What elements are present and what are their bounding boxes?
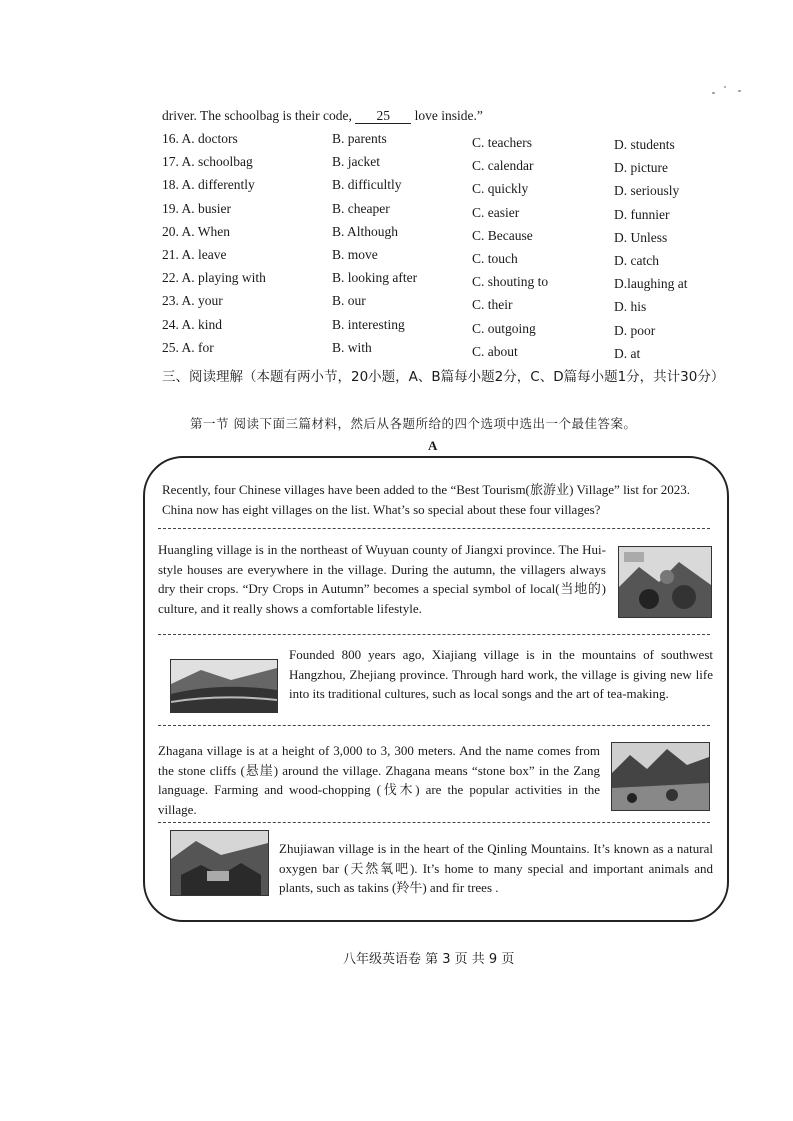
- divider: [158, 528, 710, 529]
- question-20-option-b: B. Although: [332, 223, 399, 239]
- question-23-option-a: 23. A. your: [162, 293, 223, 309]
- question-24-option-d: D. poor: [614, 322, 656, 338]
- question-20-option-c: C. Because: [472, 227, 533, 243]
- question-25-option-d: D. at: [614, 345, 641, 361]
- question-18-option-d: D. seriously: [614, 183, 680, 199]
- question-18-option-b: B. difficultly: [332, 177, 402, 193]
- xiajiang-paragraph: Founded 800 years ago, Xiajiang village is in the mountains of southwest Hangzhou, Zhejiang province. Through hard work, the village is giving new life into its traditional cultures, such as local songs and the art of tea-making.: [289, 647, 713, 701]
- question-17-option-b: B. jacket: [332, 154, 380, 170]
- question-20-option-a: 20. A. When: [162, 223, 230, 239]
- question-25-option-c: C. about: [472, 343, 518, 359]
- question-16-option-c: C. teachers: [472, 135, 532, 150]
- blank-25: 25: [355, 109, 411, 124]
- question-17-option-d: D. picture: [614, 160, 668, 176]
- divider: [158, 634, 710, 635]
- divider: [158, 725, 710, 726]
- question-17-option-c: C. calendar: [472, 158, 534, 174]
- question-22-option-d: D.laughing at: [614, 276, 688, 292]
- question-19-option-b: B. cheaper: [332, 200, 390, 216]
- question-23-option-d: D. his: [614, 299, 647, 315]
- intro-line: [162, 108, 483, 124]
- xiajiang-photo: [170, 659, 278, 713]
- question-18-option-c: C. quickly: [472, 181, 529, 197]
- zhujiawan-photo: [170, 830, 269, 896]
- section3-heading: 三、阅读理解（本题有两小节，20小题，A、B篇每小题2分，C、D篇每小题1分，共计30分）: [162, 369, 725, 385]
- passage-intro: Recently, four Chinese villages have been added to the “Best Tourism(旅游业) Village” list for 2023. China now has eight villages on the list. What’s so special about these four villages?: [162, 482, 690, 517]
- question-25-option-b: B. with: [332, 339, 372, 355]
- question-25-option-a: 25. A. for: [162, 339, 214, 355]
- question-23-option-c: C. their: [472, 297, 513, 313]
- divider: [158, 822, 710, 823]
- question-17-option-a: 17. A. schoolbag: [162, 154, 253, 170]
- zhujiawan-paragraph: Zhujiawan village is in the heart of the Qinling Mountains. It’s known as a natural oxygen bar (天然氧吧). It’s home to many special and important animals and plants, such as takins (羚牛) and fir trees .: [279, 841, 713, 895]
- question-19-option-d: D. funnier: [614, 206, 670, 222]
- question-16-option-a: 16. A. doctors: [162, 131, 238, 146]
- question-22-option-b: B. looking after: [332, 270, 418, 286]
- scan-speck: [724, 86, 726, 88]
- question-22-option-c: C. shouting to: [472, 274, 549, 290]
- scan-speck: [712, 92, 715, 94]
- zhagana-photo: [611, 742, 710, 811]
- huangling-paragraph: Huangling village is in the northeast of Wuyuan county of Jiangxi province. The Hui-style houses are everywhere in the village. During the autumn, the villagers always dry their crops. “Dry Crops in Autumn” becomes a special symbol of local(当地的) culture, and it really shows a comfortable lifestyle.: [158, 542, 606, 616]
- zhagana-paragraph: Zhagana village is at a height of 3,000 to 3, 300 meters. And the name comes from the stone cliffs (悬崖) around the village. Zhagana means “stone box” in the Zang language. Farming and wood-chopping (伐木) are the popular activities in the village.: [158, 743, 600, 817]
- question-20-option-d: D. Unless: [614, 229, 668, 245]
- question-22-option-a: 22. A. playing with: [162, 270, 266, 286]
- question-19-option-c: C. easier: [472, 204, 520, 220]
- question-23-option-b: B. our: [332, 293, 366, 309]
- passage-label: A: [428, 438, 438, 453]
- section1-instruction: 第一节 阅读下面三篇材料，然后从各题所给的四个选项中选出一个最佳答案。: [190, 416, 637, 431]
- question-24-option-a: 24. A. kind: [162, 316, 223, 332]
- intro-line-after: love inside.”: [411, 108, 483, 123]
- intro-line-before: driver. The schoolbag is their code,: [162, 108, 356, 123]
- question-21-option-b: B. move: [332, 247, 378, 262]
- question-24-option-b: B. interesting: [332, 316, 405, 332]
- page-footer: 八年级英语卷 第 3 页 共 9 页: [343, 952, 515, 967]
- scan-speck: [738, 90, 741, 92]
- question-19-option-a: 19. A. busier: [162, 200, 231, 216]
- huangling-photo: [618, 546, 712, 618]
- question-16-option-b: B. parents: [332, 131, 387, 146]
- question-21-option-d: D. catch: [614, 253, 659, 268]
- question-18-option-a: 18. A. differently: [162, 177, 255, 193]
- question-24-option-c: C. outgoing: [472, 320, 536, 336]
- question-21-option-c: C. touch: [472, 251, 518, 266]
- question-16-option-d: D. students: [614, 137, 675, 152]
- question-21-option-a: 21. A. leave: [162, 247, 227, 262]
